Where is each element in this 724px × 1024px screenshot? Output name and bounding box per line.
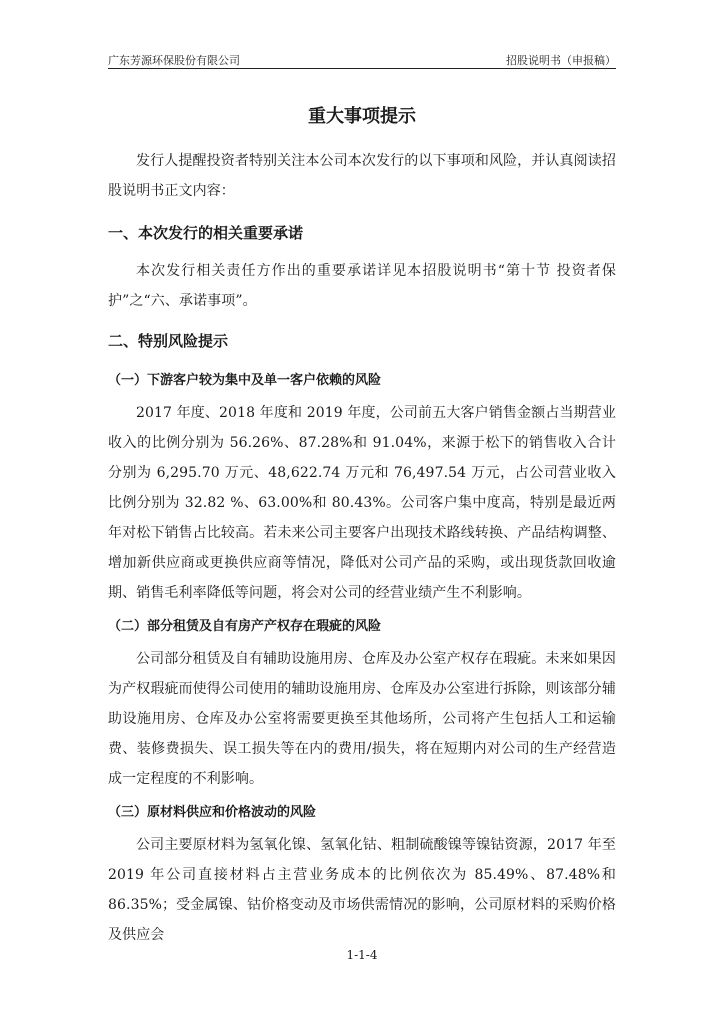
header-company-name: 广东芳源环保股份有限公司: [108, 54, 240, 67]
document-body: [108, 100, 616, 950]
risk1-heading: （一）下游客户较为集中及单一客户依赖的风险: [108, 373, 382, 388]
page-number: 1-1-4: [346, 948, 378, 962]
risk3-body: 公司主要原材料为氢氧化镍、氢氧化钴、粗制硫酸镍等镍钴资源，2017 年至 2019 年公司直接材料占主营业务成本的比例依次为 85.49%、87.48%和 86.35%；受金属镍、钴价格变动及市场供需情况的影响，公司原材料的采购价格及供应会: [108, 837, 616, 943]
section1-body: 本次发行相关责任方作出的重要承诺详见本招股说明书“第十节 投资者保护”之“六、承诺事项”。: [108, 263, 616, 309]
header-document-type: 招股说明书（申报稿）: [506, 54, 616, 67]
risk3-heading: （三）原材料供应和价格波动的风险: [108, 805, 317, 820]
risk2-body: 公司部分租赁及自有辅助设施用房、仓库及办公室产权存在瑕疵。未来如果因为产权瑕疵而使得公司使用的辅助设施用房、仓库及办公室进行拆除，则该部分辅助设施用房、仓库及办公室将需要更换至其他场所，公司将产生包括人工和运输费、装修费损失、误工损失等在内的费用/损失，将在短期内对公司的生产经营造成一定程度的不利影响。: [108, 651, 616, 787]
section1-heading: 一、本次发行的相关重要承诺: [108, 224, 304, 242]
section2-heading: 二、特别风险提示: [108, 332, 229, 350]
page-header: [108, 50, 616, 69]
document-title: 重大事项提示: [308, 106, 416, 127]
intro-paragraph: 发行人提醒投资者特别关注本公司本次发行的以下事项和风险，并认真阅读招股说明书正文内容：: [108, 153, 616, 199]
risk2-heading: （二）部分租赁及自有房产产权存在瑕疵的风险: [108, 619, 382, 634]
risk1-body: 2017 年度、2018 年度和 2019 年度，公司前五大客户销售金额占当期营业收入的比例分别为 56.26%、87.28%和 91.04%，来源于松下的销售收入合计分别为 6,295.70 万元、48,622.74 万元和 76,497.54 万元，占公司营业收入比例分别为 32.82 %、63.00%和 80.43%。公司客户集中度高，特别是最近两年对松下销售占比较高。若未来公司主要客户出现技术路线转换、产品结构调整、增加新供应商或更换供应商等情况，降低对公司产品的采购，或出现货款回收逾期、销售毛利率降低等问题，将会对公司的经营业绩产生不利影响。: [108, 405, 616, 601]
